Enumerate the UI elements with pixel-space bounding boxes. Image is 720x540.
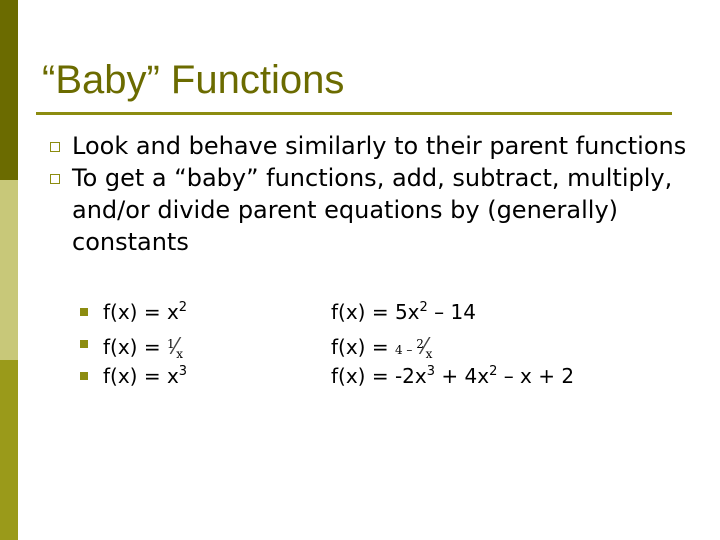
formula-list [80,296,700,392]
formula-row [80,328,700,360]
title-divider [36,112,672,115]
square-bullet-icon [80,308,88,316]
side-band-middle [0,180,18,360]
formula-parent-cube: $f(x) = x^3$ [103,364,188,388]
fraction: $^2⁄_x$ [416,335,433,361]
bullet-item [50,162,690,258]
formula-baby-reciprocal: $f(x) = 4 - ^2⁄_x$ [331,328,432,370]
slide-title: “Baby” Functions [42,58,345,102]
bullet-text: To get a “baby” functions, add, subtract, multiply, and/or divide parent equations by (generally) constants [72,164,673,256]
hollow-square-bullet-icon [50,142,60,152]
bullet-text: Look and behave similarly to their parent functions [72,132,687,160]
bullet-item [50,130,690,162]
formula-row [80,360,700,392]
bullet-list [50,130,690,258]
hollow-square-bullet-icon [50,174,60,184]
formula-parent-square: $f(x) = x^2$ [103,300,188,324]
formula-baby-square: $f(x) = 5x^2 - 14$ [331,300,476,324]
side-band-bottom [0,360,18,540]
side-band-top [0,0,18,180]
formula-baby-cubic: $f(x) = -2x^3 + 4x^2 - x + 2$ [331,364,575,388]
square-bullet-icon [80,372,88,380]
formula-row [80,296,700,328]
fraction: $^1⁄_x$ [166,335,184,361]
square-bullet-icon [80,340,88,348]
formula-parent-reciprocal: $f(x) = ^1⁄_x$ [103,328,183,370]
